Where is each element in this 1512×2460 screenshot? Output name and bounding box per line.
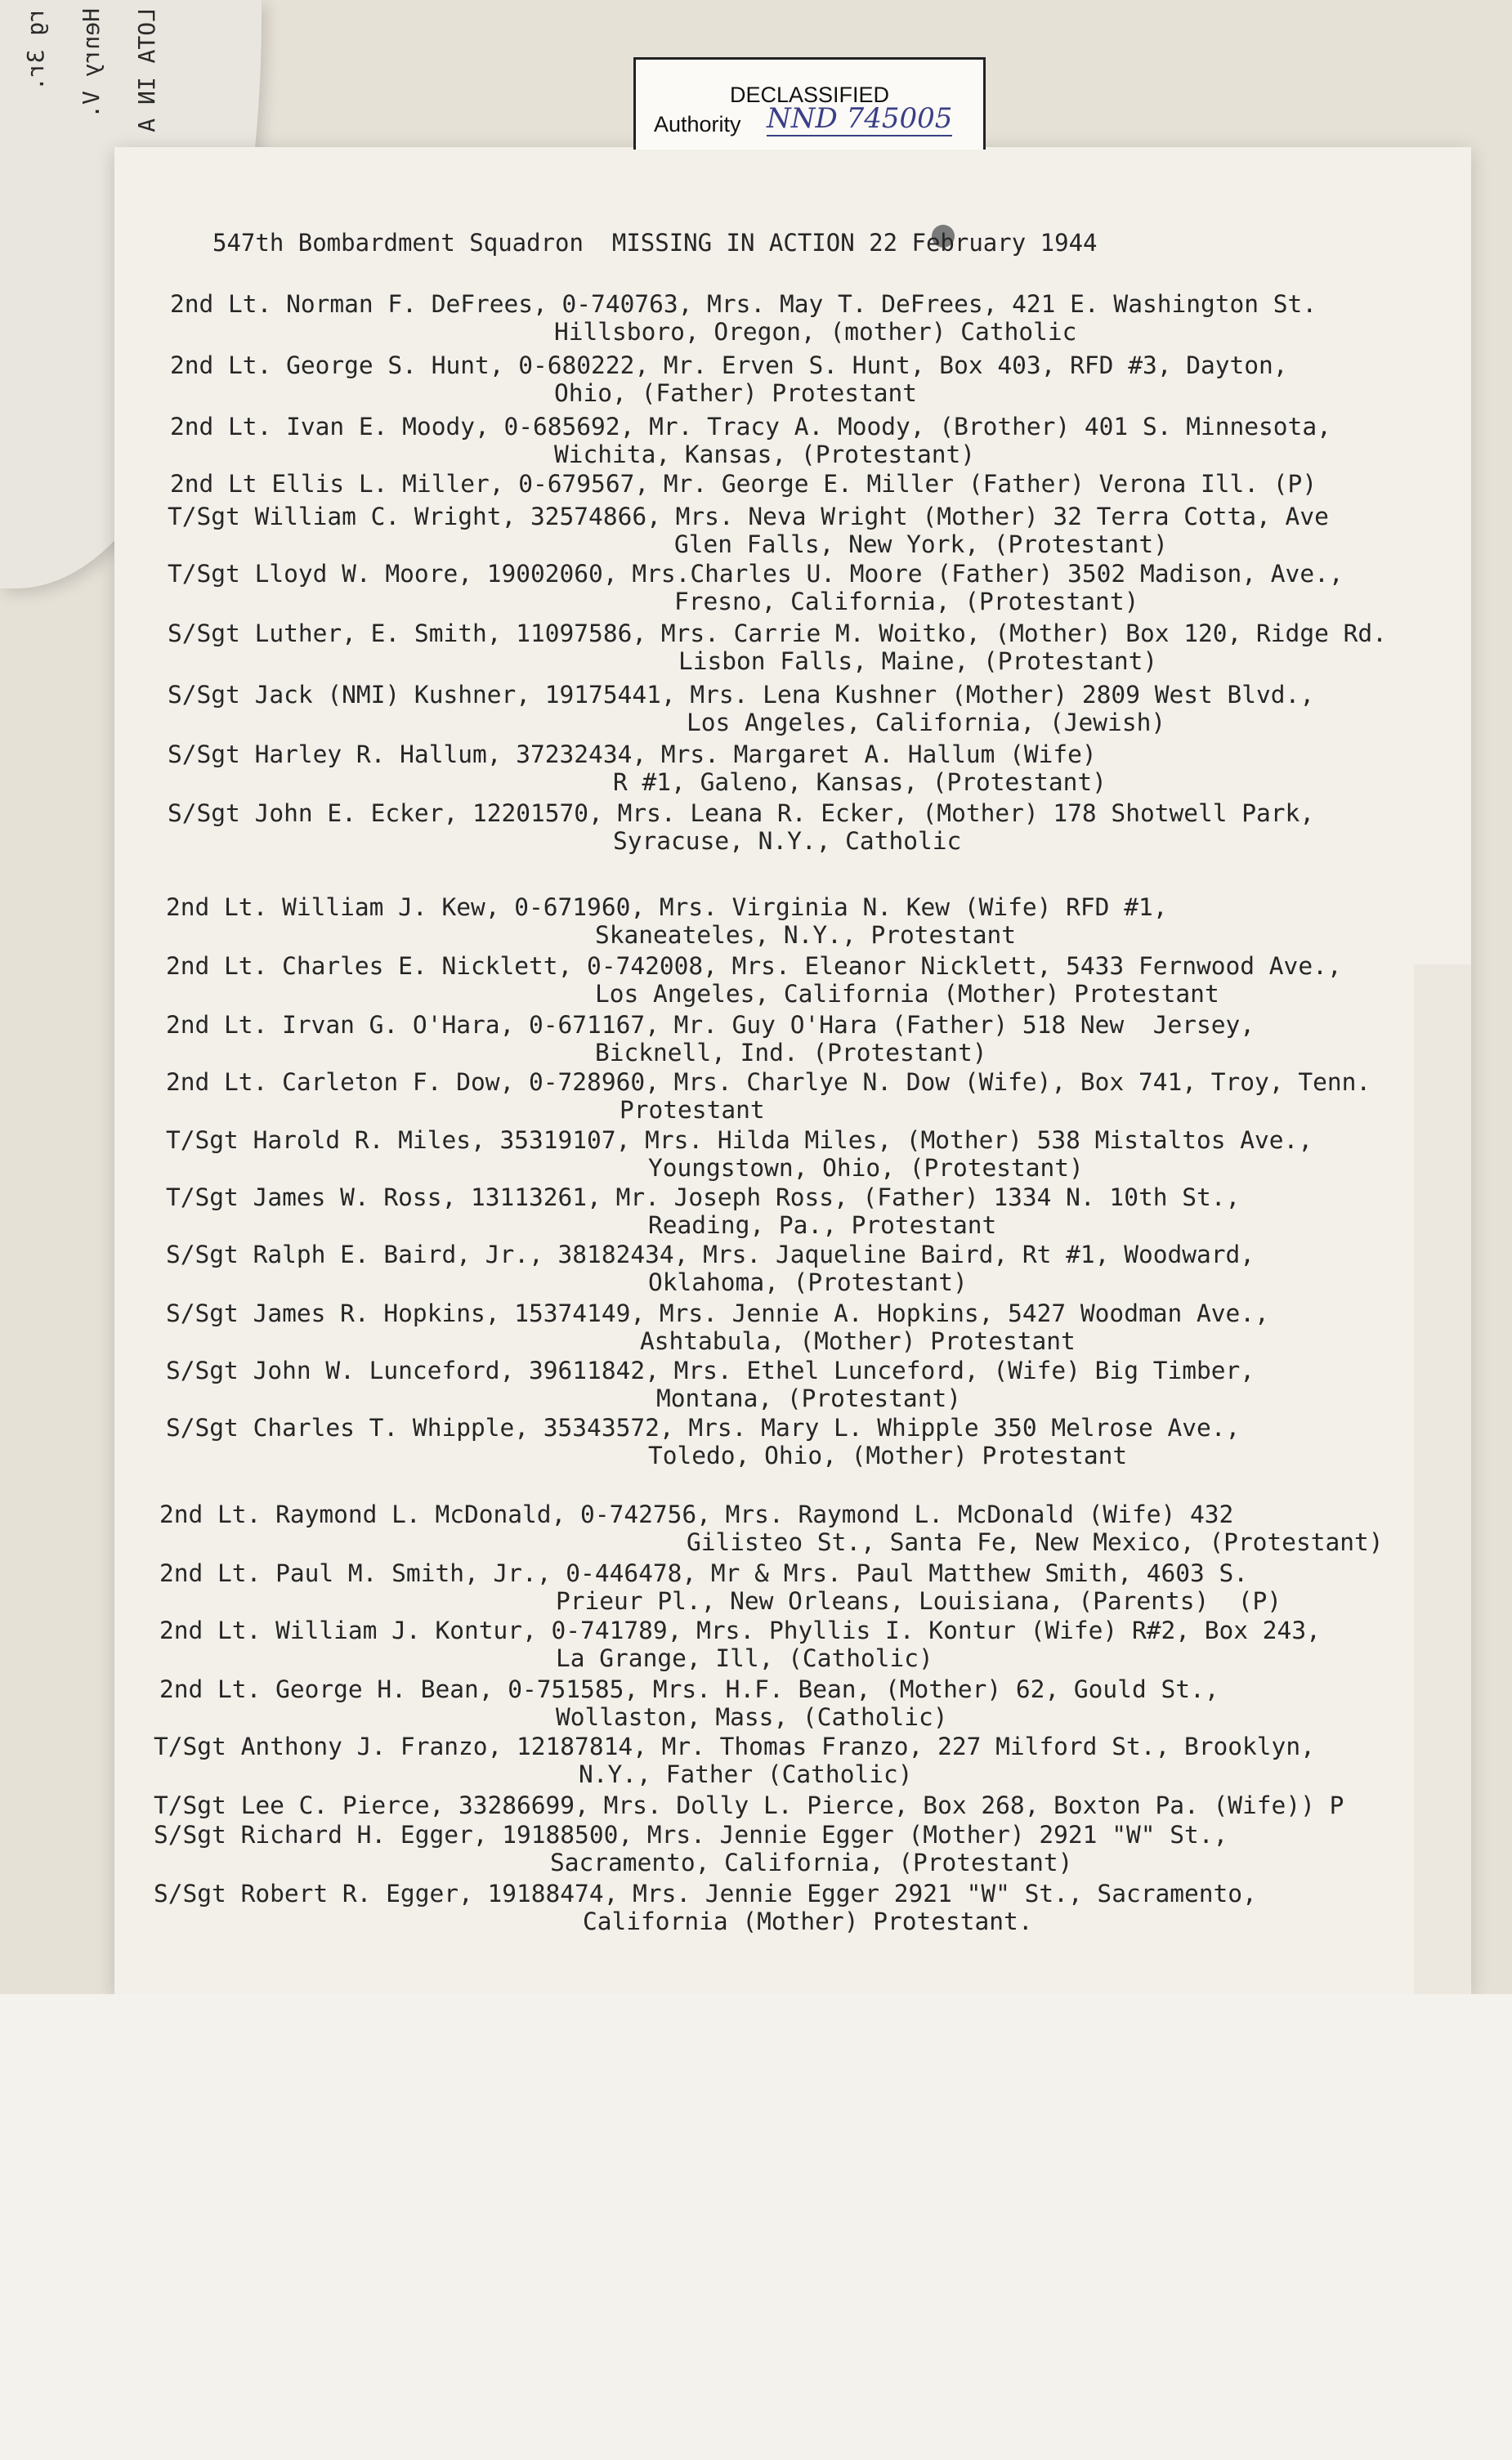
entry-line-2: Glen Falls, New York, (Protestant) <box>674 530 1168 558</box>
entry-line-2: Montana, (Protestant) <box>656 1384 961 1412</box>
casualty-entry <box>166 1241 1255 1296</box>
entry-line-2: Los Angeles, California, (Jewish) <box>687 709 1166 736</box>
casualty-entry <box>166 952 1342 1008</box>
entry-line-1: S/Sgt Luther, E. Smith, 11097586, Mrs. Carrie M. Woitko, (Mother) Box 120, Ridge Rd. <box>168 619 1387 647</box>
entry-line-1: S/Sgt Jack (NMI) Kushner, 19175441, Mrs. Lena Kushner (Mother) 2809 West Blvd., <box>168 681 1315 709</box>
entry-line-1: S/Sgt James R. Hopkins, 15374149, Mrs. Jennie A. Hopkins, 5427 Woodman Ave., <box>166 1299 1269 1327</box>
entry-line-1: S/Sgt John W. Lunceford, 39611842, Mrs. Ethel Lunceford, (Wife) Big Timber, <box>166 1357 1255 1384</box>
casualty-entry <box>154 1733 1315 1788</box>
entry-line-2: Ohio, (Father) Protestant <box>554 379 918 407</box>
casualty-entry <box>159 1617 1321 1672</box>
entry-line-1: T/Sgt William C. Wright, 32574866, Mrs. Neva Wright (Mother) 32 Terra Cotta, Ave <box>168 503 1329 530</box>
entry-line-2: Syracuse, N.Y., Catholic <box>613 827 962 855</box>
entry-line-2: La Grange, Ill, (Catholic) <box>556 1644 933 1672</box>
entry-line-1: S/Sgt Robert R. Egger, 19188474, Mrs. Jennie Egger 2921 "W" St., Sacramento, <box>154 1880 1257 1908</box>
casualty-entry <box>166 1011 1255 1067</box>
entry-line-1: S/Sgt Ralph E. Baird, Jr., 38182434, Mrs. Jaqueline Baird, Rt #1, Woodward, <box>166 1241 1255 1268</box>
entry-line-2: Hillsboro, Oregon, (mother) Catholic <box>554 318 1077 346</box>
entry-line-2: Wollaston, Mass, (Catholic) <box>556 1703 948 1731</box>
casualty-entry <box>168 560 1344 615</box>
entry-line-2: Bicknell, Ind. (Protestant) <box>595 1039 987 1067</box>
entry-line-2: R #1, Galeno, Kansas, (Protestant) <box>613 768 1107 796</box>
entry-line-1: 2nd Lt Ellis L. Miller, 0-679567, Mr. George E. Miller (Father) Verona Ill. (P) <box>170 470 1317 498</box>
entry-line-1: T/Sgt Anthony J. Franzo, 12187814, Mr. Thomas Franzo, 227 Milford St., Brooklyn, <box>154 1733 1315 1760</box>
entry-line-1: 2nd Lt. William J. Kew, 0-671960, Mrs. Virginia N. Kew (Wife) RFD #1, <box>166 893 1168 921</box>
entry-line-1: 2nd Lt. George S. Hunt, 0-680222, Mr. Erven S. Hunt, Box 403, RFD #3, Dayton, <box>170 351 1288 379</box>
casualty-entry <box>166 1126 1313 1182</box>
entry-line-2: Ashtabula, (Mother) Protestant <box>640 1327 1076 1355</box>
casualty-entry <box>154 1821 1228 1876</box>
entry-line-2: Fresno, California, (Protestant) <box>674 588 1139 615</box>
document-header: 547th Bombardment Squadron MISSING IN ACTION 22 February 1944 <box>212 229 1098 257</box>
casualty-entry <box>166 1299 1269 1355</box>
casualty-entry <box>166 893 1167 949</box>
entry-line-1: S/Sgt Charles T. Whipple, 35343572, Mrs. Mary L. Whipple 350 Melrose Ave., <box>166 1414 1241 1442</box>
entry-line-2: Oklahoma, (Protestant) <box>648 1268 968 1296</box>
stamp-title: DECLASSIFIED <box>729 83 890 107</box>
entry-line-2: Los Angeles, California (Mother) Protestant <box>595 980 1219 1008</box>
entry-line-1: T/Sgt James W. Ross, 13113261, Mr. Joseph Ross, (Father) 1334 N. 10th St., <box>166 1183 1241 1211</box>
casualty-entry <box>168 799 1314 855</box>
entry-line-1: T/Sgt Lee C. Pierce, 33286699, Mrs. Dolly L. Pierce, Box 268, Boxton Pa. (Wife)) P <box>154 1791 1344 1819</box>
stamp-authority-value: NND 745005 <box>767 102 953 135</box>
casualty-entry <box>166 1357 1255 1412</box>
entry-line-1: 2nd Lt. Carleton F. Dow, 0-728960, Mrs. Charlye N. Dow (Wife), Box 741, Troy, Tenn. <box>166 1068 1371 1096</box>
casualty-entry <box>170 413 1331 468</box>
stamp-authority-label: Authority <box>654 112 741 136</box>
entry-line-1: S/Sgt Richard H. Egger, 19188500, Mrs. Jennie Egger (Mother) 2921 "W" St., <box>154 1821 1228 1849</box>
entry-line-1: T/Sgt Lloyd W. Moore, 19002060, Mrs.Charles U. Moore (Father) 3502 Madison, Ave., <box>168 560 1344 588</box>
casualty-entry <box>170 470 1317 498</box>
entry-line-1: 2nd Lt. Charles E. Nicklett, 0-742008, Mrs. Eleanor Nicklett, 5433 Fernwood Ave., <box>166 952 1342 980</box>
casualty-entry <box>170 351 1288 407</box>
lower-sheet <box>0 1994 1512 2460</box>
casualty-entry <box>166 1414 1240 1469</box>
entry-line-1: 2nd Lt. William J. Kontur, 0-741789, Mrs. Phyllis I. Kontur (Wife) R#2, Box 243, <box>159 1617 1321 1644</box>
entry-line-2: Lisbon Falls, Maine, (Protestant) <box>678 647 1158 675</box>
entry-line-1: T/Sgt Harold R. Miles, 35319107, Mrs. Hilda Miles, (Mother) 538 Mistaltos Ave., <box>166 1126 1313 1154</box>
entry-line-2: Protestant <box>620 1096 765 1124</box>
declassified-stamp <box>633 57 986 150</box>
entry-line-1: 2nd Lt. Irvan G. O'Hara, 0-671167, Mr. Guy O'Hara (Father) 518 New Jersey, <box>166 1011 1255 1039</box>
casualty-entry <box>168 619 1387 675</box>
entry-line-1: 2nd Lt. Paul M. Smith, Jr., 0-446478, Mr & Mrs. Paul Matthew Smith, 4603 S. <box>159 1559 1249 1587</box>
entry-line-2: Gilisteo St., Santa Fe, New Mexico, (Protestant) <box>687 1528 1384 1556</box>
casualty-entry <box>154 1880 1257 1935</box>
entry-line-2: Sacramento, California, (Protestant) <box>550 1849 1073 1876</box>
entry-line-2: N.Y., Father (Catholic) <box>579 1760 913 1788</box>
underlying-sheet-text: rg 3r. Henry V. LOTA IN A <box>22 8 160 132</box>
entry-line-1: S/Sgt John E. Ecker, 12201570, Mrs. Leana R. Ecker, (Mother) 178 Shotwell Park, <box>168 799 1315 827</box>
entry-line-2: California (Mother) Protestant. <box>583 1908 1033 1935</box>
casualty-entry <box>159 1675 1219 1731</box>
casualty-entry <box>168 681 1314 736</box>
casualty-entry <box>159 1559 1282 1615</box>
entry-line-2: Youngstown, Ohio, (Protestant) <box>648 1154 1084 1182</box>
casualty-entry <box>159 1501 1384 1556</box>
casualty-entry <box>170 290 1317 346</box>
entry-line-2: Prieur Pl., New Orleans, Louisiana, (Parents) (P) <box>556 1587 1282 1615</box>
casualty-entry <box>154 1791 1344 1819</box>
casualty-entry <box>168 503 1329 558</box>
entry-line-1: 2nd Lt. Raymond L. McDonald, 0-742756, Mrs. Raymond L. McDonald (Wife) 432 <box>159 1501 1234 1528</box>
entry-line-1: 2nd Lt. Norman F. DeFrees, 0-740763, Mrs. May T. DeFrees, 421 E. Washington St. <box>170 290 1317 318</box>
entry-line-1: S/Sgt Harley R. Hallum, 37232434, Mrs. Margaret A. Hallum (Wife) <box>168 740 1097 768</box>
entry-line-1: 2nd Lt. George H. Bean, 0-751585, Mrs. H.F. Bean, (Mother) 62, Gould St., <box>159 1675 1219 1703</box>
entry-line-2: Skaneateles, N.Y., Protestant <box>595 921 1017 949</box>
entry-line-2: Toledo, Ohio, (Mother) Protestant <box>648 1442 1128 1469</box>
casualty-entry <box>166 1068 1371 1124</box>
casualty-entry <box>166 1183 1240 1239</box>
entry-line-1: 2nd Lt. Ivan E. Moody, 0-685692, Mr. Tracy A. Moody, (Brother) 401 S. Minnesota, <box>170 413 1331 441</box>
casualty-entry <box>168 740 1107 796</box>
entry-line-2: Reading, Pa., Protestant <box>648 1211 997 1239</box>
entry-line-2: Wichita, Kansas, (Protestant) <box>554 441 976 468</box>
